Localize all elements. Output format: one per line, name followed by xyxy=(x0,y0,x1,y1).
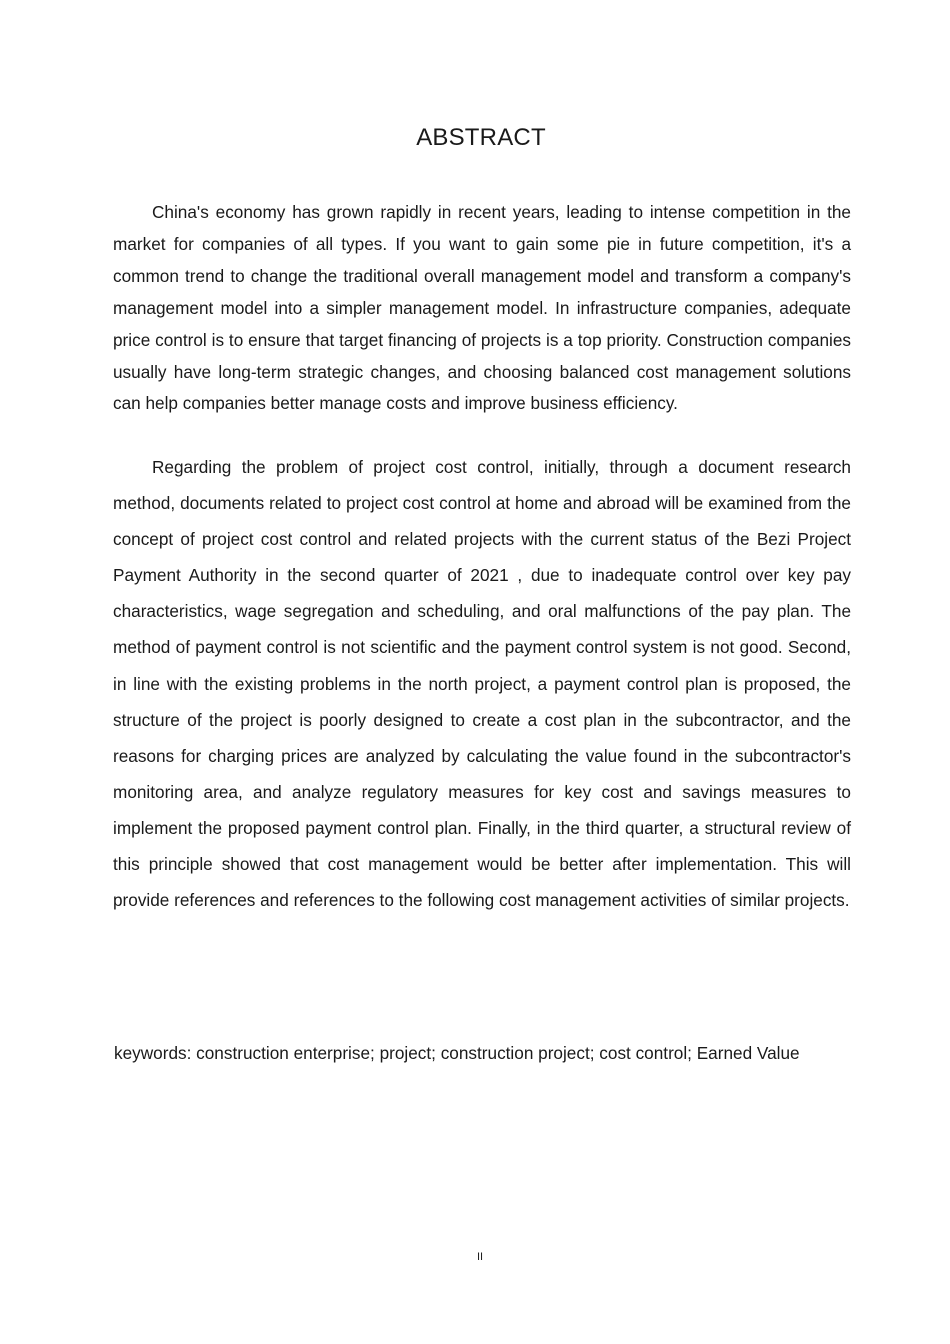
abstract-paragraph-1: China's economy has grown rapidly in recent years, leading to intense competition in the market for companies of all types. If you want to gain some pie in future competition, it's a common trend to change the traditional overall management model and transform a company's management model into a simpler management model. In infrastructure companies, adequate price control is to ensure that target financing of projects is a top priority. Construction companies usually have long-term strategic changes, and choosing balanced cost management solutions can help companies better manage costs and improve business efficiency. xyxy=(113,202,851,414)
abstract-title: ABSTRACT xyxy=(416,124,546,151)
keywords-line: keywords: construction enterprise; project; construction project; cost control; Earned Value xyxy=(114,1043,800,1063)
page-number: II xyxy=(476,1251,484,1263)
abstract-paragraph-2: Regarding the problem of project cost control, initially, through a document research method, documents related to project cost control at home and abroad will be examined from the concept of project cost control and related projects with the current status of the Bezi Project Payment Authority in the second quarter of 2021 , due to inadequate control over key pay characteristics, wage segregation and scheduling, and oral malfunctions of the pay plan. The method of payment control is not scientific and the payment control system is not good. Second, in line with the existing problems in the north project, a payment control plan is proposed, the structure of the project is poorly designed to create a cost plan in the subcontractor, and the reasons for charging prices are analyzed by calculating the value found in the subcontractor's monitoring area, and analyze regulatory measures for key cost and savings measures to implement the proposed payment control plan. Finally, in the third quarter, a structural review of this principle showed that cost management would be better after implementation. This will provide references and references to the following cost management activities of similar projects. xyxy=(113,457,851,911)
